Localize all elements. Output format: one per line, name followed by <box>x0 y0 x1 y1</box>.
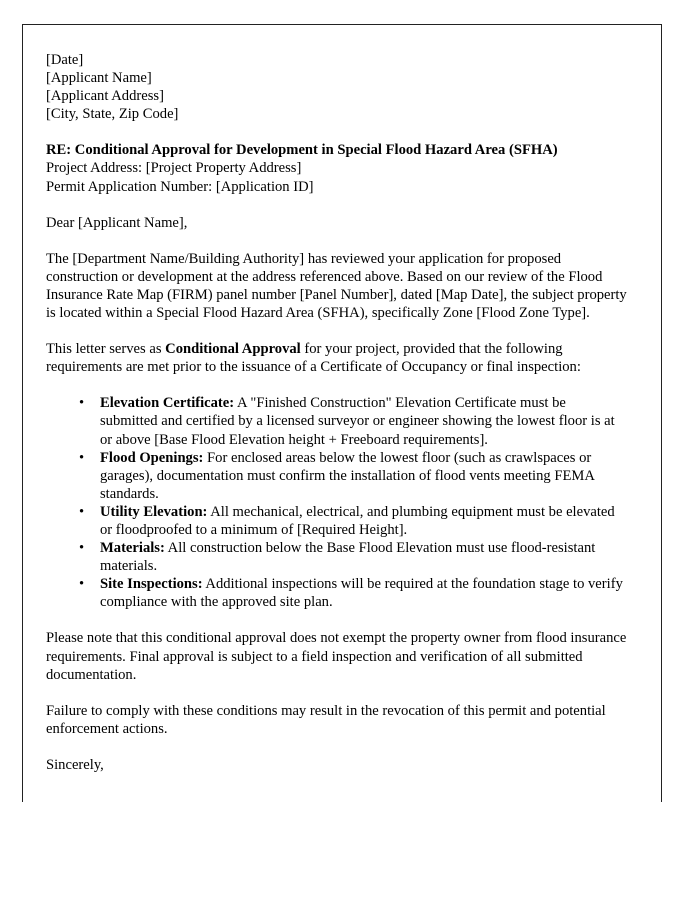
document-page <box>22 24 662 802</box>
letter-sheet <box>23 25 661 774</box>
list-item <box>89 539 627 575</box>
requirement-label: Flood Openings: <box>100 449 204 466</box>
conditional-approval-paragraph <box>46 340 627 376</box>
requirement-text: All construction below the Base Flood Elevation must use flood-resistant materials. <box>100 540 596 575</box>
list-item <box>89 394 627 448</box>
requirement-text: Additional inspections will be required at the foundation stage to verify compliance with the approved site plan. <box>100 576 623 611</box>
requirement-label: Site Inspections: <box>100 576 203 593</box>
approval-text-lead: This letter serves as <box>46 341 166 358</box>
recipient-address-block <box>46 51 627 123</box>
list-item <box>89 449 627 503</box>
intro-paragraph: The [Department Name/Building Authority] has reviewed your application for proposed construction or development at the address referenced above. Based on our review of the Flood Insurance Rate Map (FIRM) panel number [Panel Number], dated [Map Date], the subject property is located within a Special Flood Hazard Area (SFHA), specifically Zone [Flood Zone Type]. <box>46 250 627 322</box>
requirement-label: Materials: <box>100 540 165 557</box>
requirement-label: Elevation Certificate: <box>100 395 235 412</box>
project-address-line: Project Address: [Project Property Address] <box>46 160 302 177</box>
permit-application-number-line: Permit Application Number: [Application ID] <box>46 178 314 195</box>
subject-block <box>46 141 627 195</box>
requirement-text: A "Finished Construction" Elevation Certificate must be submitted and certified by a licensed surveyor or engineer showing the lowest floor is at or above [Base Flood Elevation height + Freeboard requirements]. <box>100 395 615 448</box>
enforcement-warning-paragraph: Failure to comply with these conditions may result in the revocation of this permit and potential enforcement actions. <box>46 702 606 737</box>
list-item <box>89 503 627 539</box>
conditional-approval-emphasis: Conditional Approval <box>165 341 301 358</box>
re-subject-line: RE: Conditional Approval for Development in Special Flood Hazard Area (SFHA) <box>46 142 558 159</box>
address-line-applicant-address: [Applicant Address] <box>46 88 164 105</box>
requirements-list <box>46 394 627 611</box>
approval-text-tail: for your project, provided that the following requirements are met prior to the issuance of a Certificate of Occupancy or final inspection: <box>46 341 581 376</box>
salutation: Dear [Applicant Name], <box>46 214 188 231</box>
closing-salutation: Sincerely, <box>46 756 104 773</box>
list-item <box>89 575 627 611</box>
insurance-note-paragraph: Please note that this conditional approval does not exempt the property owner from flood insurance requirements. Final approval is subject to a field inspection and verification of all submitted documentation. <box>46 630 627 683</box>
requirement-text: For enclosed areas below the lowest floor (such as crawlspaces or garages), documentation must confirm the installation of flood vents meeting FEMA standards. <box>100 449 595 502</box>
requirement-label: Utility Elevation: <box>100 503 208 520</box>
address-line-applicant-name: [Applicant Name] <box>46 70 152 87</box>
requirement-text: All mechanical, electrical, and plumbing equipment must be elevated or floodproofed to a minimum of [Required Height]. <box>100 503 615 538</box>
address-line-city-state-zip: [City, State, Zip Code] <box>46 106 179 123</box>
address-line-date: [Date] <box>46 52 84 68</box>
